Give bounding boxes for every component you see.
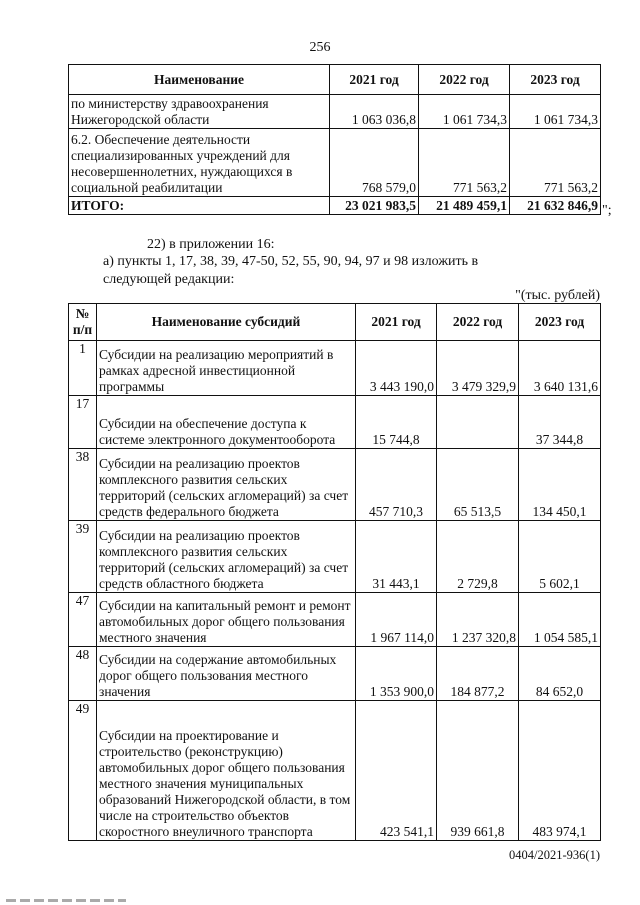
- row-value-2023: 84 652,0: [519, 647, 601, 701]
- row-value-2022: 1 237 320,8: [437, 593, 519, 647]
- row-index: 48: [69, 647, 97, 701]
- row-value-2022: 65 513,5: [437, 449, 519, 521]
- table-row: [69, 449, 601, 521]
- row-value-2022: [437, 396, 519, 449]
- row-value-2023: 1 061 734,3: [510, 95, 601, 129]
- row-value-2023: 134 450,1: [519, 449, 601, 521]
- sub-item-line-1: а) пункты 1, 17, 38, 39, 47-50, 52, 55, 90, 94, 97 и 98 изложить в: [103, 254, 479, 269]
- total-label: ИТОГО:: [69, 197, 330, 215]
- table-row: [69, 701, 601, 841]
- row-value-2021: 31 443,1: [356, 521, 437, 593]
- row-value-2021: 457 710,3: [356, 449, 437, 521]
- row-name: Субсидии на реализацию проектов комплексного развития сельских территорий (сельских агломераций) за счет средств областного бюджета: [97, 521, 356, 593]
- table-row: [69, 95, 601, 129]
- total-2021: 23 021 983,5: [330, 197, 419, 215]
- row-value-2022: 1 061 734,3: [419, 95, 510, 129]
- row-value-2021: 768 579,0: [330, 129, 419, 197]
- row-value-2021: 1 967 114,0: [356, 593, 437, 647]
- subsidies-table: [68, 303, 601, 841]
- header-2021: 2021 год: [356, 304, 437, 341]
- row-value-2022: 771 563,2: [419, 129, 510, 197]
- row-index: 49: [69, 701, 97, 841]
- row-value-2021: 1 063 036,8: [330, 95, 419, 129]
- row-value-2022: 939 661,8: [437, 701, 519, 841]
- header-2022: 2022 год: [437, 304, 519, 341]
- row-value-2021: 1 353 900,0: [356, 647, 437, 701]
- row-name: Субсидии на реализацию проектов комплексного развития сельских территорий (сельских агломераций) за счет средств федерального бюджета: [97, 449, 356, 521]
- row-name: Субсидии на проектирование и строительство (реконструкцию) автомобильных дорог общего пользования местного значения муниципальных образований Нижегородской области, в том числе на строительство объектов скоростного внеуличного транспорта: [97, 701, 356, 841]
- unit-label: "(тыс. рублей): [515, 288, 600, 303]
- table-row: [69, 396, 601, 449]
- item-heading: 22) в приложении 16:: [147, 237, 275, 252]
- header-2022: 2022 год: [419, 65, 510, 95]
- budget-table: [68, 64, 601, 215]
- row-value-2023: 37 344,8: [519, 396, 601, 449]
- row-index: 17: [69, 396, 97, 449]
- row-index: 38: [69, 449, 97, 521]
- row-value-2021: 423 541,1: [356, 701, 437, 841]
- row-value-2023: 5 602,1: [519, 521, 601, 593]
- row-value-2022: 2 729,8: [437, 521, 519, 593]
- row-name: Субсидии на капитальный ремонт и ремонт автомобильных дорог общего пользования местного значения: [97, 593, 356, 647]
- document-code: 0404/2021-936(1): [509, 848, 600, 862]
- table-row: [69, 647, 601, 701]
- page-number: 256: [309, 40, 331, 55]
- sub-item-line-2: следующей редакции:: [103, 272, 235, 287]
- header-name: Наименование: [69, 65, 330, 95]
- row-index: 1: [69, 341, 97, 396]
- header-index: № п/п: [69, 304, 97, 341]
- row-name: 6.2. Обеспечение деятельности специализированных учреждений для несовершеннолетних, нуждающихся в социальной реабилитации: [69, 129, 330, 197]
- header-2021: 2021 год: [330, 65, 419, 95]
- header-2023: 2023 год: [510, 65, 601, 95]
- row-index: 47: [69, 593, 97, 647]
- row-name: Субсидии на содержание автомобильных дорог общего пользования местного значения: [97, 647, 356, 701]
- row-value-2023: 3 640 131,6: [519, 341, 601, 396]
- row-name: Субсидии на реализацию мероприятий в рамках адресной инвестиционной программы: [97, 341, 356, 396]
- scan-artifact: [6, 899, 126, 902]
- closing-quote: ";: [602, 203, 612, 218]
- total-2022: 21 489 459,1: [419, 197, 510, 215]
- row-name: по министерству здравоохранения Нижегородской области: [69, 95, 330, 129]
- row-value-2021: 15 744,8: [356, 396, 437, 449]
- row-value-2022: 184 877,2: [437, 647, 519, 701]
- total-row: [69, 197, 601, 215]
- table-row: [69, 129, 601, 197]
- row-name: Субсидии на обеспечение доступа к системе электронного документооборота: [97, 396, 356, 449]
- row-index: 39: [69, 521, 97, 593]
- row-value-2023: 771 563,2: [510, 129, 601, 197]
- header-2023: 2023 год: [519, 304, 601, 341]
- header-subsidy-name: Наименование субсидий: [97, 304, 356, 341]
- row-value-2023: 1 054 585,1: [519, 593, 601, 647]
- table-row: [69, 521, 601, 593]
- table-row: [69, 593, 601, 647]
- row-value-2022: 3 479 329,9: [437, 341, 519, 396]
- row-value-2023: 483 974,1: [519, 701, 601, 841]
- total-2023: 21 632 846,9: [510, 197, 601, 215]
- row-value-2021: 3 443 190,0: [356, 341, 437, 396]
- table-row: [69, 341, 601, 396]
